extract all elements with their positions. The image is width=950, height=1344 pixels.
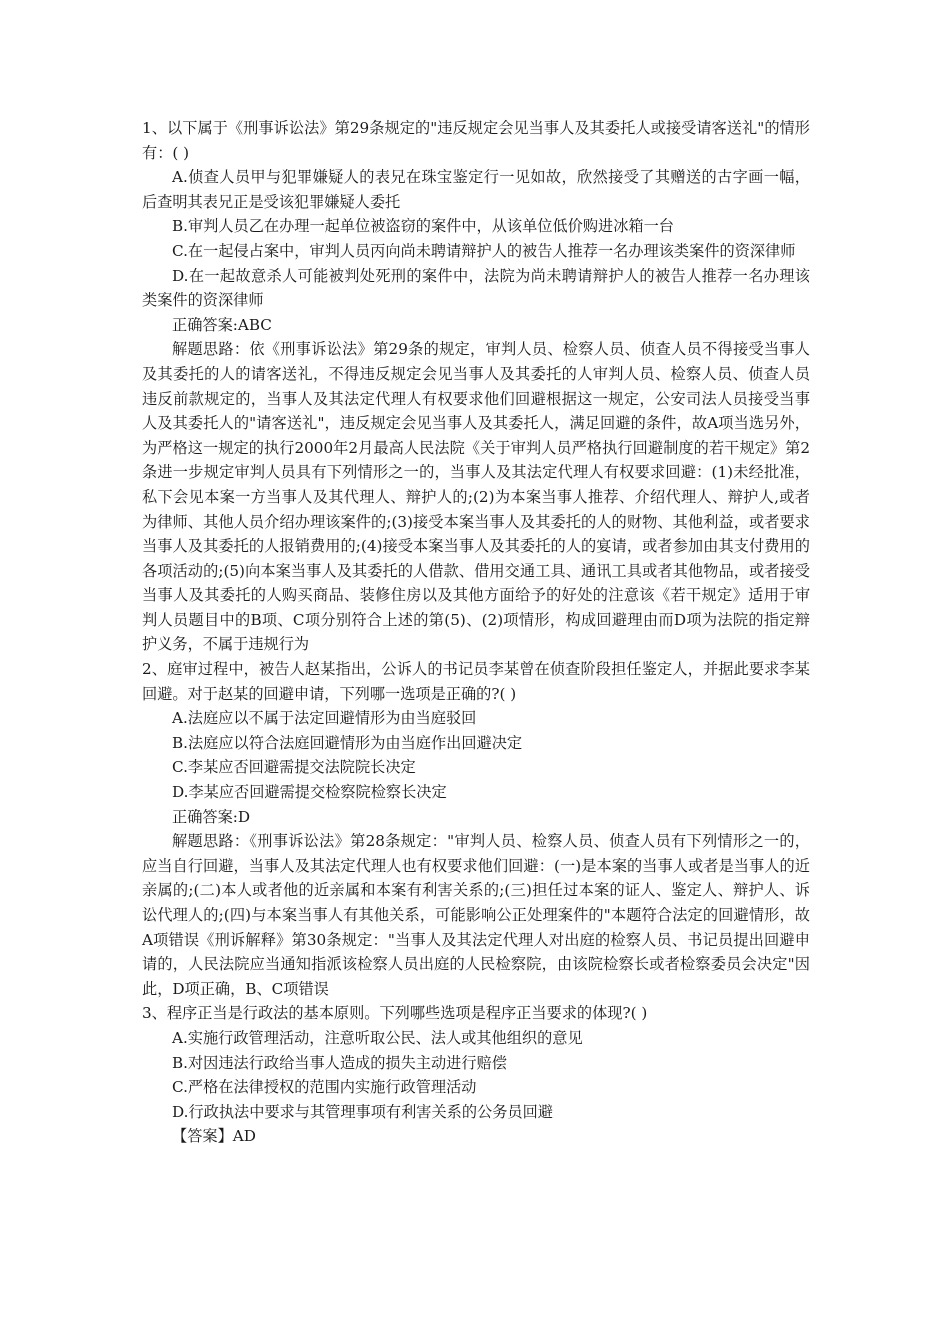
question-1-answer: 正确答案:ABC (172, 315, 272, 334)
question-3-answer: 【答案】AD (172, 1127, 256, 1146)
question-1-option-c: C.在一起侵占案中，审判人员丙向尚未聘请辩护人的被告人推荐一名办理该类案件的资深律师 (172, 241, 796, 260)
question-3-option-a: A.实施行政管理活动，注意听取公民、法人或其他组织的意见 (172, 1028, 583, 1047)
question-2-stem: 2、庭审过程中，被告人赵某指出，公诉人的书记员李某曾在侦查阶段担任鉴定人，并据此要求李某回避。对于赵某的回避申请，下列哪一选项是正确的?( ) (142, 660, 810, 703)
question-3-option-b: B.对因违法行政给当事人造成的损失主动进行赔偿 (172, 1053, 507, 1072)
question-2-option-a: A.法庭应以不属于法定回避情形为由当庭驳回 (172, 709, 477, 728)
question-3-option-d: D.行政执法中要求与其管理事项有利害关系的公务员回避 (172, 1102, 553, 1121)
question-1-option-b: B.审判人员乙在办理一起单位被盗窃的案件中，从该单位低价购进冰箱一台 (172, 217, 674, 236)
question-2-option-d: D.李某应否回避需提交检察院检察长决定 (172, 783, 447, 802)
document-body (142, 116, 810, 1149)
question-3-stem: 3、程序正当是行政法的基本原则。下列哪些选项是程序正当要求的体现?( ) (142, 1004, 648, 1023)
question-1-option-d: D.在一起故意杀人可能被判处死刑的案件中，法院为尚未聘请辩护人的被告人推荐一名办理该类案件的资深律师 (142, 266, 810, 310)
question-2-explanation: 解题思路：《刑事诉讼法》第28条规定："审判人员、检察人员、侦查人员有下列情形之一的，应当自行回避，当事人及其法定代理人也有权要求他们回避：(一)是本案的当事人或者是当事人的近亲属的;(二)本人或者他的近亲属和本案有利害关系的;(三)担任过本案的证人、鉴定人、辩护人、诉讼代理人的;(四)与本案当事人有其他关系，可能影响公正处理案件的"本题符合法定的回避情形，故A项错误《刑诉解释》第30条规定："当事人及其法定代理人对出庭的检察人员、书记员提出回避申请的，人民法院应当通知指派该检察人员出庭的人民检察院，由该院检察长或者检察委员会决定"因此，D项正确，B、C项错误 (142, 832, 810, 998)
question-2-option-b: B.法庭应以符合法庭回避情形为由当庭作出回避决定 (172, 733, 523, 752)
question-2-option-c: C.李某应否回避需提交法院院长决定 (172, 758, 416, 777)
question-3-option-c: C.严格在法律授权的范围内实施行政管理活动 (172, 1078, 477, 1097)
question-1-explanation: 解题思路：依《刑事诉讼法》第29条的规定，审判人员、检察人员、侦查人员不得接受当事人及其委托的人的请客送礼，不得违反规定会见当事人及其委托的人审判人员、检察人员、侦查人员违反前款规定的，当事人及其法定代理人有权要求他们回避根据这一规定，公安司法人员接受当事人及其委托人的"请客送礼"，违反规定会见当事人及其委托人，满足回避的条件，故A项当选另外，为严格这一规定的执行2000年2月最高人民法院《关于审判人员严格执行回避制度的若干规定》第2条进一步规定审判人员具有下列情形之一的，当事人及其法定代理人有权要求回避：(1)未经批准，私下会见本案一方当事人及其代理人、辩护人的;(2)为本案当事人推荐、介绍代理人、辩护人,或者为律师、其他人员介绍办理该案件的;(3)接受本案当事人及其委托的人的财物、其他利益，或者要求当事人及其委托的人报销费用的;(4)接受本案当事人及其委托的人的宴请，或者参加由其支付费用的各项活动的;(5)向本案当事人及其委托的人借款、借用交通工具、通讯工具或者其他物品，或者接受当事人及其委托的人购买商品、装修住房以及其他方面给予的好处的注意该《若干规定》适用于审判人员题目中的B项、C项分别符合上述的第(5)、(2)项情形，构成回避理由而D项为法院的指定辩护义务，不属于违规行为 (142, 340, 810, 654)
question-1-option-a: A.侦查人员甲与犯罪嫌疑人的表兄在珠宝鉴定行一见如故，欣然接受了其赠送的古字画一幅，后查明其表兄正是受该犯罪嫌疑人委托 (142, 168, 810, 211)
question-2-answer: 正确答案:D (172, 807, 251, 826)
question-1-stem: 1、以下属于《刑事诉讼法》第29条规定的"违反规定会见当事人及其委托人或接受请客送礼"的情形有：( ) (142, 119, 810, 162)
